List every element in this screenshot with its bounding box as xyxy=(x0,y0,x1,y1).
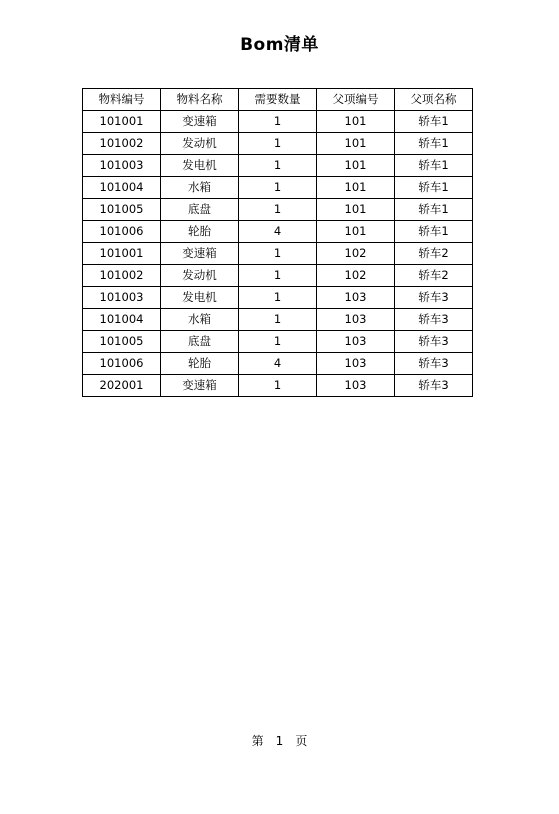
parent-code-cell: 103 xyxy=(317,353,395,375)
parent-code-cell: 101 xyxy=(317,111,395,133)
material-code-cell: 101005 xyxy=(83,331,161,353)
material-code-cell: 101001 xyxy=(83,243,161,265)
material-code-cell: 101002 xyxy=(83,265,161,287)
material-name-cell: 水箱 xyxy=(161,177,239,199)
table-row xyxy=(83,265,473,287)
quantity-cell: 1 xyxy=(239,309,317,331)
bom-table xyxy=(82,88,473,397)
quantity-cell: 4 xyxy=(239,353,317,375)
parent-name-cell: 轿车2 xyxy=(395,243,473,265)
parent-name-cell: 轿车3 xyxy=(395,375,473,397)
material-code-cell: 101004 xyxy=(83,309,161,331)
material-name-cell: 轮胎 xyxy=(161,353,239,375)
parent-code-cell: 103 xyxy=(317,375,395,397)
material-name-cell: 水箱 xyxy=(161,309,239,331)
table-row xyxy=(83,375,473,397)
quantity-cell: 4 xyxy=(239,221,317,243)
parent-name-cell: 轿车1 xyxy=(395,199,473,221)
parent-name-cell: 轿车1 xyxy=(395,111,473,133)
footer-suffix: 页 xyxy=(295,734,308,748)
material-name-cell: 变速箱 xyxy=(161,375,239,397)
parent-name-cell: 轿车3 xyxy=(395,331,473,353)
material-code-cell: 101005 xyxy=(83,199,161,221)
material-name-cell: 发电机 xyxy=(161,155,239,177)
table-header-row xyxy=(83,89,473,111)
quantity-cell: 1 xyxy=(239,375,317,397)
parent-code-cell: 103 xyxy=(317,309,395,331)
material-code-cell: 101006 xyxy=(83,221,161,243)
header-material-name: 物料名称 xyxy=(161,89,239,111)
quantity-cell: 1 xyxy=(239,287,317,309)
material-code-cell: 101002 xyxy=(83,133,161,155)
parent-name-cell: 轿车1 xyxy=(395,133,473,155)
page-footer xyxy=(0,733,559,749)
quantity-cell: 1 xyxy=(239,155,317,177)
header-parent-code: 父项编号 xyxy=(317,89,395,111)
material-name-cell: 变速箱 xyxy=(161,243,239,265)
parent-name-cell: 轿车1 xyxy=(395,155,473,177)
parent-code-cell: 103 xyxy=(317,331,395,353)
table-row xyxy=(83,133,473,155)
material-code-cell: 101003 xyxy=(83,155,161,177)
parent-code-cell: 102 xyxy=(317,265,395,287)
header-required-quantity: 需要数量 xyxy=(239,89,317,111)
table-row xyxy=(83,111,473,133)
parent-code-cell: 101 xyxy=(317,133,395,155)
parent-name-cell: 轿车3 xyxy=(395,309,473,331)
table-row xyxy=(83,243,473,265)
parent-code-cell: 101 xyxy=(317,155,395,177)
material-name-cell: 发动机 xyxy=(161,265,239,287)
material-code-cell: 202001 xyxy=(83,375,161,397)
parent-name-cell: 轿车3 xyxy=(395,353,473,375)
material-name-cell: 轮胎 xyxy=(161,221,239,243)
table-row xyxy=(83,199,473,221)
material-name-cell: 发动机 xyxy=(161,133,239,155)
material-name-cell: 底盘 xyxy=(161,331,239,353)
parent-code-cell: 101 xyxy=(317,221,395,243)
parent-name-cell: 轿车3 xyxy=(395,287,473,309)
table-row xyxy=(83,331,473,353)
table-row xyxy=(83,177,473,199)
parent-code-cell: 101 xyxy=(317,177,395,199)
material-code-cell: 101003 xyxy=(83,287,161,309)
table-body xyxy=(83,111,473,397)
quantity-cell: 1 xyxy=(239,265,317,287)
table-row xyxy=(83,155,473,177)
table-row xyxy=(83,309,473,331)
parent-name-cell: 轿车2 xyxy=(395,265,473,287)
table-row xyxy=(83,353,473,375)
table-row xyxy=(83,221,473,243)
page-number: 1 xyxy=(275,734,284,748)
header-parent-name: 父项名称 xyxy=(395,89,473,111)
parent-name-cell: 轿车1 xyxy=(395,177,473,199)
material-code-cell: 101004 xyxy=(83,177,161,199)
quantity-cell: 1 xyxy=(239,331,317,353)
quantity-cell: 1 xyxy=(239,133,317,155)
quantity-cell: 1 xyxy=(239,177,317,199)
parent-name-cell: 轿车1 xyxy=(395,221,473,243)
material-code-cell: 101006 xyxy=(83,353,161,375)
material-name-cell: 变速箱 xyxy=(161,111,239,133)
material-name-cell: 底盘 xyxy=(161,199,239,221)
quantity-cell: 1 xyxy=(239,243,317,265)
parent-code-cell: 102 xyxy=(317,243,395,265)
quantity-cell: 1 xyxy=(239,199,317,221)
header-material-code: 物料编号 xyxy=(83,89,161,111)
material-name-cell: 发电机 xyxy=(161,287,239,309)
page-title: Bom清单 xyxy=(240,35,319,55)
footer-prefix: 第 xyxy=(251,734,264,748)
material-code-cell: 101001 xyxy=(83,111,161,133)
parent-code-cell: 101 xyxy=(317,199,395,221)
parent-code-cell: 103 xyxy=(317,287,395,309)
table-row xyxy=(83,287,473,309)
quantity-cell: 1 xyxy=(239,111,317,133)
